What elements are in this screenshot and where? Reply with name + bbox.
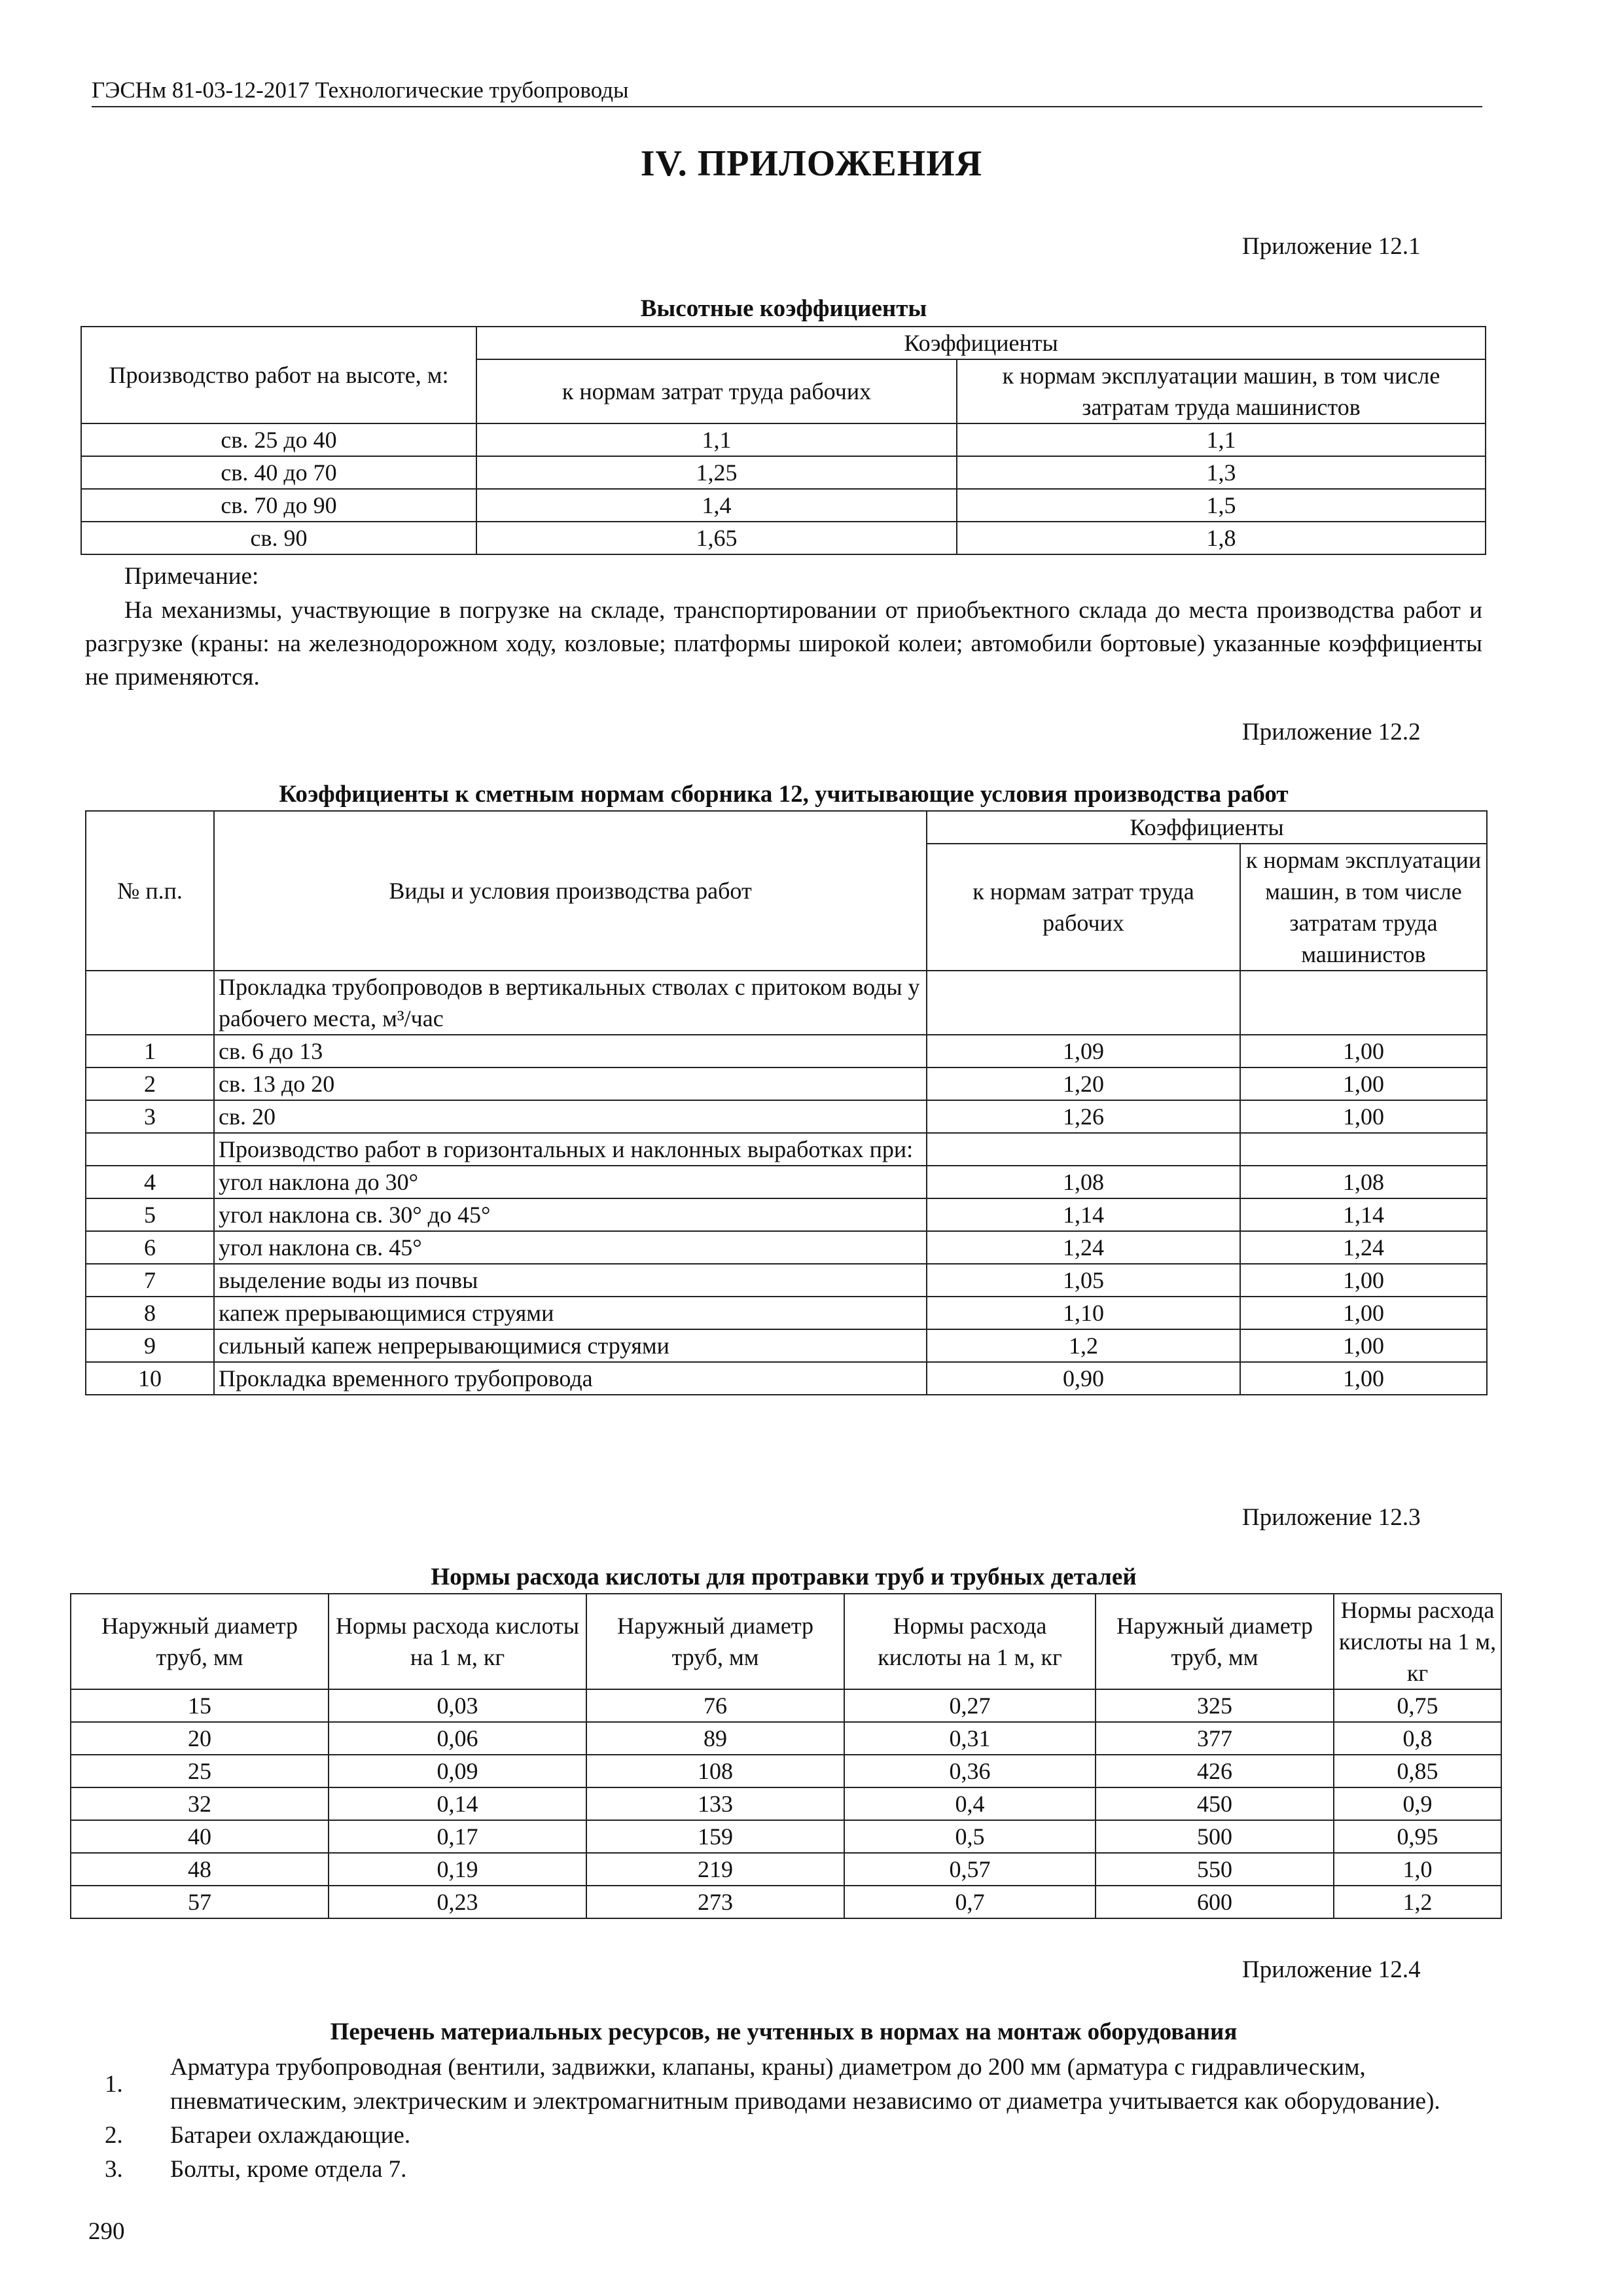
- acid-consumption-table: [70, 1593, 1502, 1919]
- table-cell: 426: [1096, 1755, 1334, 1787]
- table-cell: [86, 971, 214, 1035]
- table-cell: 0,75: [1334, 1689, 1501, 1722]
- materials-list: [105, 2051, 1479, 2187]
- table-cell: 40: [71, 1820, 329, 1853]
- table-row: [81, 522, 1486, 554]
- table-cell: 133: [586, 1787, 844, 1820]
- table-cell: 550: [1096, 1853, 1334, 1886]
- table-row: [86, 1231, 1487, 1264]
- table-cell: 0,57: [844, 1853, 1096, 1886]
- table-cell: св. 90: [81, 522, 476, 554]
- list-item-number: [105, 2051, 170, 2119]
- section-title: IV. ПРИЛОЖЕНИЯ: [640, 143, 983, 184]
- table-cell: капеж прерывающимися струями: [214, 1297, 927, 1329]
- table-body: [71, 1689, 1501, 1918]
- table-cell: 4: [86, 1166, 214, 1198]
- table-cell: [1240, 971, 1487, 1035]
- table-cell: 1,65: [476, 522, 957, 554]
- table-cell: угол наклона св. 45°: [214, 1231, 927, 1264]
- work-conditions-table: [85, 810, 1488, 1395]
- table-row: [71, 1820, 1501, 1853]
- table-cell: 325: [1096, 1689, 1334, 1722]
- table-header-cell: № п.п.: [86, 811, 214, 971]
- list-item: [105, 2119, 1479, 2153]
- table-cell: 6: [86, 1231, 214, 1264]
- table-header-cell: к нормам эксплуатации машин, в том числе затратам труда машинистов: [957, 359, 1486, 423]
- table-cell: 159: [586, 1820, 844, 1853]
- list-item-number: [105, 2153, 170, 2187]
- table-cell: 219: [586, 1853, 844, 1886]
- table-cell: 8: [86, 1297, 214, 1329]
- table-cell: 1,20: [927, 1067, 1240, 1100]
- table-cell: 1,00: [1240, 1035, 1487, 1067]
- table-header-cell: к нормам эксплуатации машин, в том числе затратам труда машинистов: [1240, 844, 1487, 971]
- table-cell: 57: [71, 1886, 329, 1918]
- table-cell: 450: [1096, 1787, 1334, 1820]
- table-cell: св. 13 до 20: [214, 1067, 927, 1100]
- section-row-label: Производство работ в горизонтальных и наклонных выработках при:: [214, 1133, 927, 1166]
- table-cell: 1,14: [927, 1198, 1240, 1231]
- table-cell: 20: [71, 1722, 329, 1755]
- table-cell: 3: [86, 1100, 214, 1133]
- table-row: [86, 1329, 1487, 1362]
- page-number: 290: [88, 2218, 125, 2245]
- table-cell: 1,24: [927, 1231, 1240, 1264]
- list-item-text: Батареи охлаждающие.: [170, 2122, 411, 2149]
- table-cell: 0,7: [844, 1886, 1096, 1918]
- table-cell: 0,27: [844, 1689, 1096, 1722]
- table-cell: 2: [86, 1067, 214, 1100]
- appendix-12-2-label: Приложение 12.2: [1242, 719, 1421, 745]
- table-cell: 10: [86, 1362, 214, 1395]
- table-cell: 0,5: [844, 1820, 1096, 1853]
- list-item-number-text: 2.: [105, 2122, 123, 2149]
- table-cell: [86, 1133, 214, 1166]
- table-cell: 0,31: [844, 1722, 1096, 1755]
- table-cell: 0,09: [329, 1755, 586, 1787]
- table-cell: 1,2: [927, 1329, 1240, 1362]
- table-cell: 0,95: [1334, 1820, 1501, 1853]
- table-cell: 1,08: [927, 1166, 1240, 1198]
- table-header-cell: Наружный диаметр труб, мм: [1096, 1594, 1334, 1689]
- table-cell: 5: [86, 1198, 214, 1231]
- table-cell: 1,10: [927, 1297, 1240, 1329]
- table-cell: [927, 971, 1240, 1035]
- table-row: [81, 489, 1486, 522]
- table-cell: 32: [71, 1787, 329, 1820]
- appendix-12-3-label: Приложение 12.3: [1242, 1504, 1421, 1531]
- table-cell: 1,26: [927, 1100, 1240, 1133]
- appendix-12-1-label: Приложение 12.1: [1242, 233, 1421, 260]
- table-row: [81, 423, 1486, 456]
- table-cell: угол наклона св. 30° до 45°: [214, 1198, 927, 1231]
- table-cell: 0,8: [1334, 1722, 1501, 1755]
- table-header-cell: Нормы расхода кислоты на 1 м, кг: [329, 1594, 586, 1689]
- table-cell: угол наклона до 30°: [214, 1166, 927, 1198]
- table-header-cell: к нормам затрат труда рабочих: [476, 359, 957, 423]
- table-cell: 7: [86, 1264, 214, 1297]
- table-cell: выделение воды из почвы: [214, 1264, 927, 1297]
- table-cell: 1,25: [476, 456, 957, 489]
- table-header-cell: Виды и условия производства работ: [214, 811, 927, 971]
- table-cell: 1,08: [1240, 1166, 1487, 1198]
- table-row: [86, 1100, 1487, 1133]
- table-row: [71, 1886, 1501, 1918]
- table-cell: св. 40 до 70: [81, 456, 476, 489]
- table-row: [81, 456, 1486, 489]
- table-cell: 1: [86, 1035, 214, 1067]
- table-header-cell: Нормы расхода кислоты на 1 м, кг: [1334, 1594, 1501, 1689]
- table-cell: [1240, 1133, 1487, 1166]
- table-cell: 1,00: [1240, 1362, 1487, 1395]
- table-row: [86, 1198, 1487, 1231]
- table-header-cell: Коэффициенты: [927, 811, 1487, 844]
- appendix-12-4-title: Перечень материальных ресурсов, не учтенных в нормах на монтаж оборудования: [330, 2018, 1238, 2045]
- table-cell: 1,1: [957, 423, 1486, 456]
- table-cell: 1,05: [927, 1264, 1240, 1297]
- table-cell: 1,00: [1240, 1067, 1487, 1100]
- table-cell: 0,85: [1334, 1755, 1501, 1787]
- table-cell: 1,00: [1240, 1100, 1487, 1133]
- table-cell: 273: [586, 1886, 844, 1918]
- table-cell: 89: [586, 1722, 844, 1755]
- table-cell: 108: [586, 1755, 844, 1787]
- appendix-12-3-title: Нормы расхода кислоты для протравки труб и трубных деталей: [431, 1564, 1137, 1590]
- table-row: [86, 1264, 1487, 1297]
- table-cell: 1,14: [1240, 1198, 1487, 1231]
- table-cell: сильный капеж непрерывающимися струями: [214, 1329, 927, 1362]
- table-cell: 76: [586, 1689, 844, 1722]
- table-cell: 0,36: [844, 1755, 1096, 1787]
- table-cell: [927, 1133, 1240, 1166]
- table-header-cell: к нормам затрат труда рабочих: [927, 844, 1240, 971]
- table-cell: св. 70 до 90: [81, 489, 476, 522]
- table-cell: 1,5: [957, 489, 1486, 522]
- table-header-row: [71, 1594, 1501, 1689]
- table-row: [86, 1297, 1487, 1329]
- table-cell: 9: [86, 1329, 214, 1362]
- table-header-cell: Нормы расхода кислоты на 1 м, кг: [844, 1594, 1096, 1689]
- table-cell: 0,19: [329, 1853, 586, 1886]
- table-row: [71, 1755, 1501, 1787]
- section-row-label: Прокладка трубопроводов в вертикальных стволах с притоком воды у рабочего места, м³/час: [214, 971, 927, 1035]
- table-cell: 25: [71, 1755, 329, 1787]
- table-cell: 0,9: [1334, 1787, 1501, 1820]
- table-header-cell: Наружный диаметр труб, мм: [586, 1594, 844, 1689]
- table-body: [86, 1166, 1487, 1395]
- table-row: [86, 1067, 1487, 1100]
- table-cell: 0,03: [329, 1689, 586, 1722]
- running-header: ГЭСНм 81-03-12-2017 Технологические трубопроводы: [92, 77, 1482, 107]
- table-body: [81, 423, 1486, 554]
- appendix-12-1-title: Высотные коэффициенты: [640, 295, 927, 322]
- table-cell: 0,17: [329, 1820, 586, 1853]
- table-cell: 600: [1096, 1886, 1334, 1918]
- table-row: [71, 1722, 1501, 1755]
- table-row: [71, 1853, 1501, 1886]
- table-row: [86, 1362, 1487, 1395]
- table-cell: 0,06: [329, 1722, 586, 1755]
- table-cell: 500: [1096, 1820, 1334, 1853]
- table-cell: 1,2: [1334, 1886, 1501, 1918]
- table-cell: 1,24: [1240, 1231, 1487, 1264]
- list-item-number-text: 1.: [105, 2071, 123, 2098]
- table-body: [86, 1035, 1487, 1133]
- table-cell: 48: [71, 1853, 329, 1886]
- table-cell: 1,00: [1240, 1297, 1487, 1329]
- note-text: На механизмы, участвующие в погрузке на складе, транспортировании от приобъектного склада до места производства работ и разгрузке (краны: на железнодорожном ходу, козловые; платформы широкой колеи; автомобили бортовые) указанные коэффициенты не применяются.: [85, 597, 1482, 691]
- table-row: [86, 1035, 1487, 1067]
- table-header-cell: Наружный диаметр труб, мм: [71, 1594, 329, 1689]
- table-cell: 1,8: [957, 522, 1486, 554]
- table-cell: 1,1: [476, 423, 957, 456]
- table-cell: 377: [1096, 1722, 1334, 1755]
- table-cell: св. 6 до 13: [214, 1035, 927, 1067]
- table-cell: Прокладка временного трубопровода: [214, 1362, 927, 1395]
- table-cell: 1,4: [476, 489, 957, 522]
- table-cell: 0,14: [329, 1787, 586, 1820]
- list-item-text: Арматура трубопроводная (вентили, задвижки, клапаны, краны) диаметром до 200 мм (арматура с гидравлическим, пневматическим, электрическим и электромагнитным приводами независимо от диаметра учитывается как оборудование).: [170, 2054, 1440, 2115]
- list-item-number-text: 3.: [105, 2156, 123, 2183]
- table-cell: 1,00: [1240, 1329, 1487, 1362]
- list-item: [105, 2153, 1479, 2187]
- table-row: [71, 1689, 1501, 1722]
- table-row: [71, 1787, 1501, 1820]
- table-row: [86, 1166, 1487, 1198]
- appendix-12-4-label: Приложение 12.4: [1242, 1956, 1421, 1983]
- table-cell: 15: [71, 1689, 329, 1722]
- table-cell: 1,0: [1334, 1853, 1501, 1886]
- appendix-12-2-title: Коэффициенты к сметным нормам сборника 12, учитывающие условия производства работ: [279, 781, 1289, 808]
- table-cell: 1,00: [1240, 1264, 1487, 1297]
- table-cell: 1,09: [927, 1035, 1240, 1067]
- list-item-number: [105, 2119, 170, 2153]
- table-cell: 0,90: [927, 1362, 1240, 1395]
- table-cell: 1,3: [957, 456, 1486, 489]
- table-cell: св. 20: [214, 1100, 927, 1133]
- table-header-cell: Производство работ на высоте, м:: [81, 327, 476, 423]
- table-cell: 0,4: [844, 1787, 1096, 1820]
- list-item-text: Болты, кроме отдела 7.: [170, 2156, 407, 2183]
- note-title: Примечание:: [124, 563, 259, 590]
- list-item: [105, 2051, 1479, 2119]
- table-header-cell: Коэффициенты: [476, 327, 1486, 359]
- table-cell: св. 25 до 40: [81, 423, 476, 456]
- table-cell: 0,23: [329, 1886, 586, 1918]
- height-coefficients-table: [80, 326, 1486, 555]
